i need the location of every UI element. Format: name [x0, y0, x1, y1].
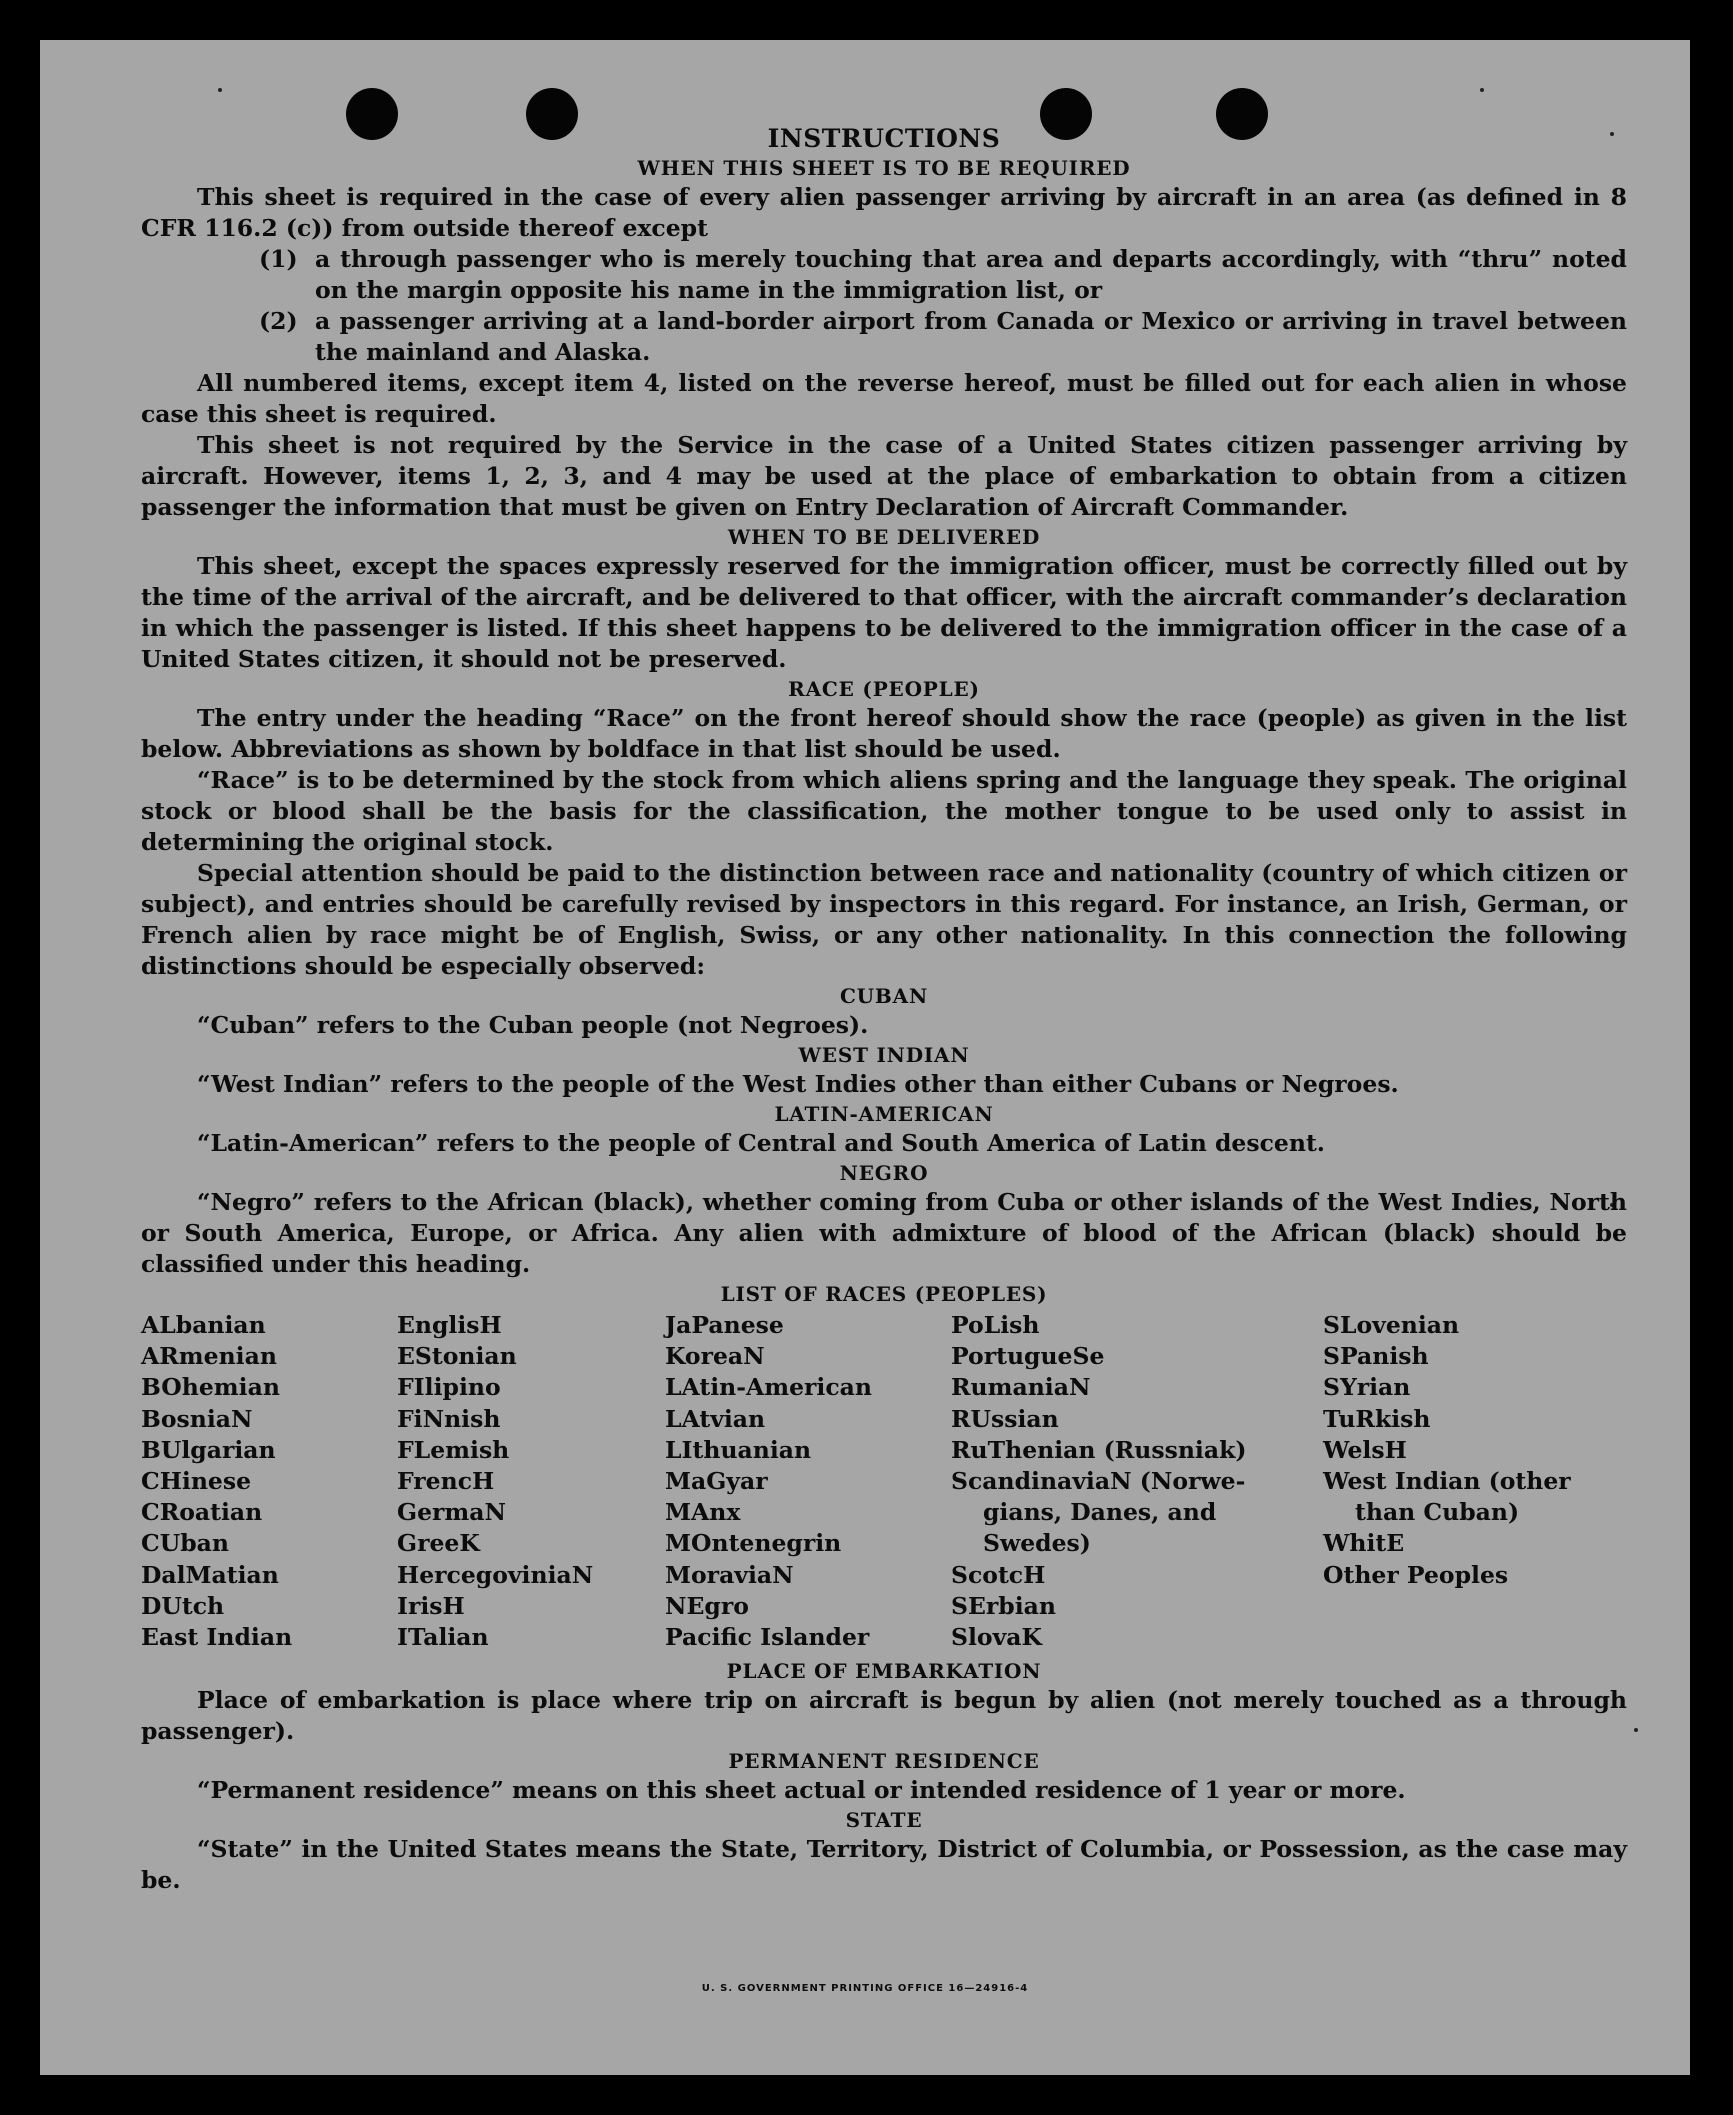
section-heading: NEGRO	[839, 1161, 929, 1185]
race-entry: CUban	[141, 1529, 229, 1558]
race-entry: MoraviaN	[665, 1560, 794, 1589]
race-entry: than Cuban)	[1355, 1498, 1520, 1527]
race-entry: EStonian	[397, 1342, 517, 1371]
paragraph: “Race” is to be determined by the stock from which aliens spring and the language they speak. The original stock or blood shall be the basis for the classification, the mother tongue to be used only to assist in determining the original stock.	[141, 766, 1627, 856]
race-entry: ScotcH	[951, 1560, 1046, 1589]
race-entry: ITalian	[397, 1623, 489, 1652]
race-entry: Swedes)	[983, 1529, 1091, 1558]
item-text: a through passenger who is merely touching that area and departs accordingly, with “thru” noted on the margin opposite his name in the immigration list, or	[315, 245, 1627, 304]
paragraph: This sheet, except the spaces expressly reserved for the immigration officer, must be correctly filled out by the time of the arrival of the aircraft, and be delivered to that officer, with the aircraft commander’s declaration in which the passenger is listed. If this sheet happens to be delivered to the immigration officer in the case of a United States citizen, it should not be preserved.	[141, 552, 1627, 673]
paragraph: The entry under the heading “Race” on the front hereof should show the race (people) as given in the list below. Abbreviations as shown by boldface in that list should be used.	[141, 704, 1627, 763]
race-entry: MAnx	[665, 1498, 741, 1527]
race-entry: DUtch	[141, 1591, 225, 1620]
race-entry: SLovenian	[1323, 1311, 1460, 1339]
race-entry: RuThenian (Russniak)	[951, 1435, 1247, 1464]
paragraph: “State” in the United States means the State, Territory, District of Columbia, or Possession, as the case may be.	[141, 1835, 1627, 1895]
race-entry: CHinese	[141, 1467, 252, 1496]
section-heading: PLACE OF EMBARKATION	[726, 1659, 1042, 1684]
race-entry: BOhemian	[141, 1373, 280, 1402]
race-entry: MOntenegrin	[665, 1529, 842, 1558]
paragraph: Special attention should be paid to the distinction between race and nationality (country of which citizen or subject), and entries should be carefully revised by inspectors in this regard. For instance, an Irish, German, or French alien by race might be of English, Swiss, or any other nationality. In this connection the following distinctions should be especially observed:	[141, 859, 1627, 980]
race-entry: NEgro	[665, 1591, 749, 1620]
race-entry: West Indian (other	[1323, 1467, 1571, 1496]
race-entry: HercegoviniaN	[397, 1560, 594, 1589]
item-text: a passenger arriving at a land-border airport from Canada or Mexico or arriving in travel between the mainland and Alaska.	[315, 307, 1627, 366]
race-entry: JaPanese	[665, 1311, 784, 1339]
ink-speck	[218, 88, 222, 92]
race-entry: SErbian	[951, 1591, 1056, 1620]
race-column	[1323, 1310, 1627, 1653]
section-heading: CUBAN	[839, 984, 929, 1008]
section-heading: STATE	[845, 1808, 923, 1833]
race-entry: WelsH	[1323, 1435, 1407, 1464]
race-entry: SlovaK	[951, 1623, 1042, 1652]
race-column	[951, 1310, 1323, 1653]
item-number: (1)	[259, 245, 298, 273]
race-entry: FIlipino	[397, 1373, 501, 1402]
race-entry: CRoatian	[141, 1498, 263, 1527]
race-entry: PoLish	[951, 1311, 1040, 1339]
race-entry: gians, Danes, and	[983, 1498, 1217, 1527]
section-heading: RACE (PEOPLE)	[788, 677, 980, 701]
race-entry: FiNnish	[397, 1404, 501, 1433]
section-heading: LIST OF RACES (PEOPLES)	[720, 1282, 1048, 1306]
race-entry: FLemish	[397, 1435, 510, 1464]
race-entry: SYrian	[1323, 1373, 1411, 1402]
race-entry: East Indian	[141, 1623, 293, 1652]
race-entry: LAtin-American	[665, 1373, 872, 1402]
section-heading: LATIN-AMERICAN	[774, 1102, 994, 1126]
race-entry: ScandinaviaN (Norwe-	[951, 1467, 1246, 1496]
paragraph: This sheet is not required by the Service in the case of a United States citizen passenger arriving by aircraft. However, items 1, 2, 3, and 4 may be used at the place of embarkation to obtain from a citizen passenger the information that must be given on Entry Declaration of Aircraft Commander.	[141, 431, 1627, 521]
race-column	[397, 1310, 665, 1653]
section-heading: WHEN THIS SHEET IS TO BE REQUIRED	[637, 156, 1131, 180]
paragraph: “West Indian” refers to the people of the West Indies other than either Cubans or Negroes.	[197, 1070, 1399, 1098]
race-entry: TuRkish	[1323, 1404, 1431, 1433]
race-entry: LIthuanian	[665, 1435, 812, 1464]
paragraph: “Cuban” refers to the Cuban people (not Negroes).	[197, 1011, 869, 1039]
instructions-body	[141, 124, 1627, 1896]
race-entry: EnglisH	[397, 1311, 502, 1339]
race-entry: RumaniaN	[951, 1373, 1091, 1402]
ink-speck	[1634, 1728, 1638, 1732]
section-heading: WHEN TO BE DELIVERED	[727, 525, 1041, 549]
race-entry: DalMatian	[141, 1560, 279, 1589]
race-entry: SPanish	[1323, 1342, 1429, 1371]
section-heading: PERMANENT RESIDENCE	[728, 1749, 1040, 1774]
document-sheet	[40, 40, 1690, 2075]
race-entry: ARmenian	[141, 1342, 277, 1371]
race-entry: RUssian	[951, 1404, 1059, 1433]
section-heading: WEST INDIAN	[798, 1043, 970, 1067]
list-item	[141, 306, 1627, 368]
ink-speck	[1480, 88, 1484, 92]
item-number: (2)	[259, 307, 298, 335]
race-entry: FrencH	[397, 1467, 495, 1496]
race-entry: Other Peoples	[1323, 1560, 1509, 1589]
printer-imprint: U. S. GOVERNMENT PRINTING OFFICE 16—24916-4	[701, 1983, 1029, 1994]
race-entry: GermaN	[397, 1498, 506, 1527]
race-entry: WhitE	[1323, 1529, 1405, 1558]
list-item	[141, 244, 1627, 306]
race-entry: GreeK	[397, 1529, 480, 1558]
race-column	[141, 1310, 397, 1653]
paragraph: “Latin-American” refers to the people of Central and South America of Latin descent.	[197, 1129, 1325, 1157]
paragraph: “Negro” refers to the African (black), whether coming from Cuba or other islands of the West Indies, North or South America, Europe, or Africa. Any alien with admixture of blood of the African (black) should be classified under this heading.	[141, 1188, 1627, 1278]
race-entry: PortugueSe	[951, 1342, 1105, 1371]
page-title: INSTRUCTIONS	[767, 124, 1001, 153]
race-column	[665, 1310, 951, 1653]
paragraph: Place of embarkation is place where trip on aircraft is begun by alien (not merely touched as a through passenger).	[141, 1686, 1627, 1746]
race-entry: BUlgarian	[141, 1435, 276, 1464]
paragraph: This sheet is required in the case of every alien passenger arriving by aircraft in an area (as defined in 8 CFR 116.2 (c)) from outside thereof except	[141, 183, 1627, 242]
race-entry: BosniaN	[141, 1404, 253, 1433]
race-entry: Pacific Islander	[665, 1623, 870, 1652]
race-entry: MaGyar	[665, 1467, 768, 1496]
race-list	[141, 1310, 1627, 1653]
race-entry: KoreaN	[665, 1342, 765, 1371]
paragraph: All numbered items, except item 4, listed on the reverse hereof, must be filled out for each alien in whose case this sheet is required.	[141, 369, 1627, 428]
race-entry: IrisH	[397, 1591, 465, 1620]
race-entry: LAtvian	[665, 1404, 766, 1433]
paragraph: “Permanent residence” means on this sheet actual or intended residence of 1 year or more.	[197, 1776, 1406, 1805]
race-entry: ALbanian	[141, 1311, 266, 1339]
